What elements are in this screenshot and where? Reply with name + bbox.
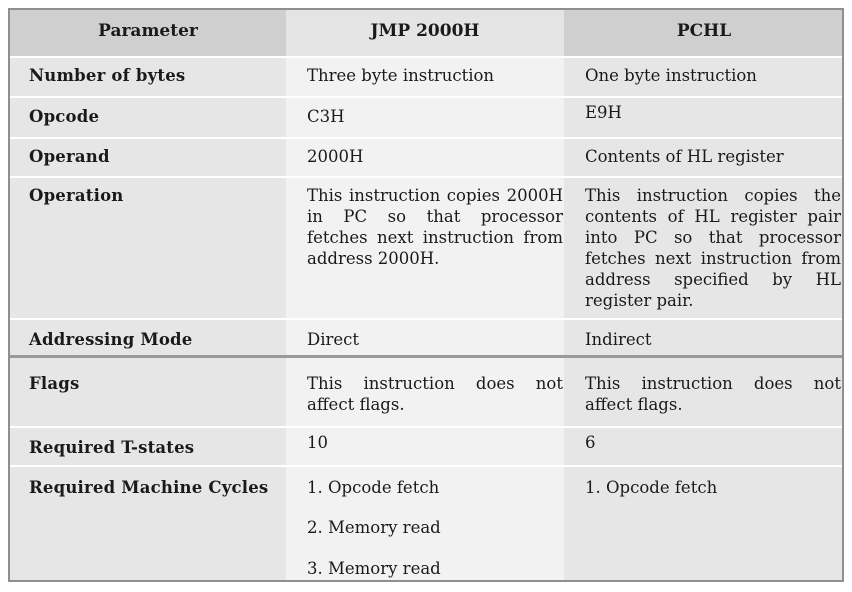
jmp-flags: This instruction does not affect flags.: [307, 374, 563, 414]
row-divider: [10, 56, 842, 58]
row-divider: [10, 426, 842, 428]
pchl-tstates: 6: [585, 433, 596, 452]
jmp-operand: 2000H: [307, 147, 364, 166]
pchl-opcode: E9H: [585, 103, 622, 122]
pchl-operation: This instruction copies the contents of HL register pair into PC so that processor fetches next instruction from address specified by HL register pair.: [585, 186, 841, 310]
list-item: 2. Memory read: [307, 518, 441, 537]
row-divider: [10, 176, 842, 178]
pchl-addressing: Indirect: [585, 330, 652, 349]
row-label-machine-cycles: Required Machine Cycles: [29, 478, 269, 497]
jmp-tstates: 10: [307, 433, 328, 452]
row-label-tstates: Required T-states: [29, 438, 195, 457]
pchl-bytes: One byte instruction: [585, 66, 757, 85]
row-divider: [10, 465, 842, 467]
jmp-operation: This instruction copies 2000H in PC so that processor fetches next instruction from address 2000H.: [307, 186, 563, 268]
comparison-table: [8, 8, 844, 582]
jmp-addressing: Direct: [307, 330, 360, 349]
section-divider: [10, 355, 842, 358]
row-label-bytes: Number of bytes: [29, 66, 186, 85]
jmp-bytes: Three byte instruction: [307, 66, 495, 85]
list-item: 1. Opcode fetch: [585, 478, 718, 497]
row-label-opcode: Opcode: [29, 107, 100, 126]
row-label-operand: Operand: [29, 147, 110, 166]
jmp-opcode: C3H: [307, 107, 345, 126]
pchl-machine-cycles: [585, 477, 841, 498]
row-divider: [10, 318, 842, 320]
list-item: 3. Memory read: [307, 559, 441, 578]
list-item: 1. Opcode fetch: [307, 478, 440, 497]
header-parameter: Parameter: [98, 21, 198, 41]
header-pchl: PCHL: [676, 21, 732, 41]
row-label-operation: Operation: [29, 186, 124, 205]
pchl-flags: This instruction does not affect flags.: [585, 374, 841, 414]
row-divider: [10, 137, 842, 139]
row-divider: [10, 96, 842, 98]
header-jmp: JMP 2000H: [370, 21, 480, 41]
pchl-operand: Contents of HL register: [585, 147, 784, 166]
row-label-addressing: Addressing Mode: [29, 330, 193, 349]
row-label-flags: Flags: [29, 374, 80, 393]
jmp-machine-cycles: [307, 477, 563, 579]
